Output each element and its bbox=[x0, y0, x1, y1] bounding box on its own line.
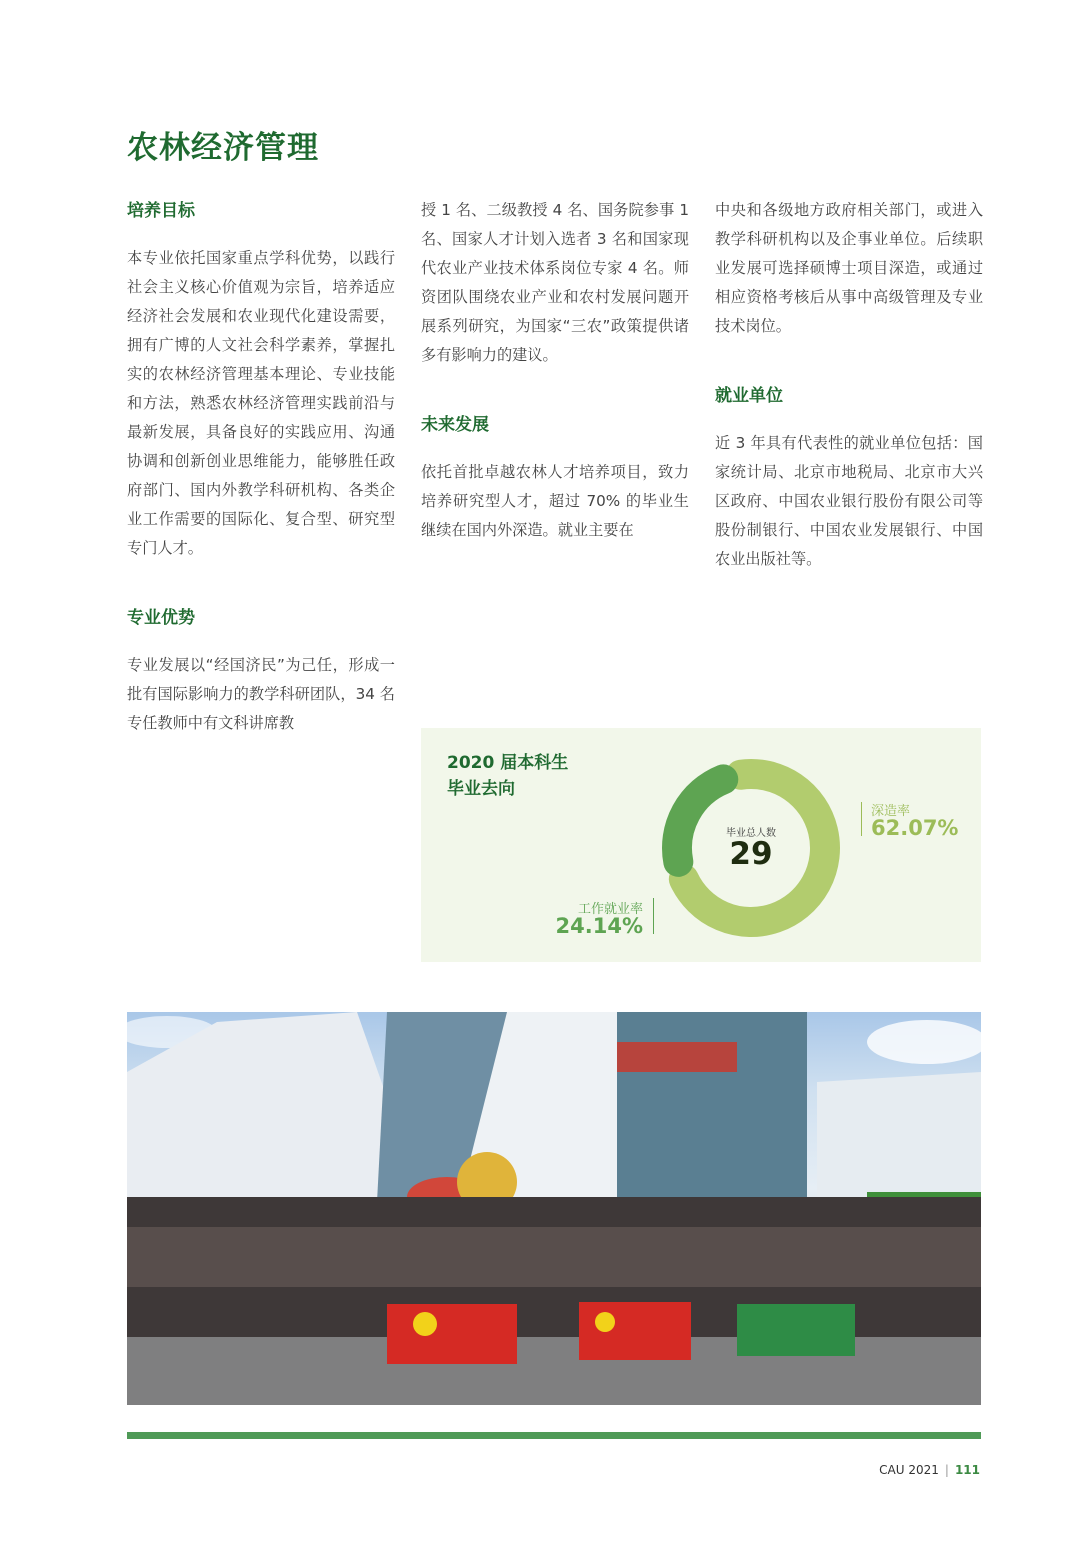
goal-text: 本专业依托国家重点学科优势，以践行社会主义核心价值观为宗旨，培养适应经济社会发展和农业现代化建设需要，拥有广博的人文社会科学素养，掌握扎实的农林经济管理基本理论、专业技能和方法，熟悉农林经济管理实践前沿与最新发展，具备良好的实践应用、沟通协调和创新创业思维能力，能够胜任政府部门、国内外教学科研机构、各类企业工作需要的国际化、复合型、研究型专门人才。 bbox=[127, 249, 395, 557]
stats-title-line2: 毕业去向 bbox=[447, 779, 515, 799]
page-number: 111 bbox=[954, 1463, 980, 1477]
left-divider bbox=[653, 898, 654, 934]
footer-rule bbox=[127, 1432, 981, 1439]
future-text-a: 依托首批卓越农林人才培养项目，致力培养研究型人才，超过 70% 的毕业生继续在国内外深造。就业主要在 bbox=[421, 463, 689, 539]
advantage-text-a: 专业发展以“经国济民”为己任，形成一批有国际影响力的教学科研团队，34 名专任教师中有文科讲席教 bbox=[127, 656, 395, 732]
center-label: 毕业总人数 bbox=[726, 828, 776, 839]
stats-title bbox=[447, 750, 627, 802]
page-title: 农林经济管理 bbox=[127, 130, 319, 166]
column-2 bbox=[421, 196, 689, 545]
group-photo-illustration bbox=[127, 1012, 981, 1405]
advantage-text-b: 授 1 名、二级教授 4 名、国务院参事 1 名、国家人才计划入选者 3 名和国家现代农业产业技术体系岗位专家 4 名。师资团队围绕农业产业和农村发展问题开展系列研究，为国家“三农”政策提供诸多有影响力的建议。 bbox=[421, 201, 689, 364]
footer-separator: | bbox=[944, 1463, 949, 1477]
employer-text: 近 3 年具有代表性的就业单位包括：国家统计局、北京市地税局、北京市大兴区政府、中国农业银行股份有限公司等股份制银行、中国农业发展银行、中国农业出版社等。 bbox=[715, 434, 983, 568]
column-1 bbox=[127, 196, 395, 738]
advantage-heading: 专业优势 bbox=[127, 608, 195, 628]
group-photo bbox=[127, 1012, 981, 1405]
future-heading: 未来发展 bbox=[421, 415, 489, 435]
future-text-b: 中央和各级地方政府相关部门，或进入教学科研机构以及企事业单位。后续职业发展可选择硕博士项目深造，或通过相应资格考核后从事中高级管理及专业技术岗位。 bbox=[715, 201, 983, 335]
right-divider bbox=[861, 802, 862, 836]
employment-label: 工作就业率 bbox=[577, 902, 643, 917]
footer-brand: CAU 2021 bbox=[879, 1463, 939, 1477]
center-value: 29 bbox=[729, 836, 773, 872]
page-footer bbox=[879, 1463, 980, 1477]
employment-value: 24.14% bbox=[555, 914, 643, 938]
column-3 bbox=[715, 196, 983, 574]
further-study-value: 62.07% bbox=[871, 816, 959, 840]
further-study-label: 深造率 bbox=[871, 804, 911, 819]
goal-heading: 培养目标 bbox=[127, 201, 195, 221]
graduation-stats-panel bbox=[421, 728, 981, 962]
employer-heading: 就业单位 bbox=[715, 386, 783, 406]
stats-title-line1: 2020 届本科生 bbox=[447, 753, 569, 773]
